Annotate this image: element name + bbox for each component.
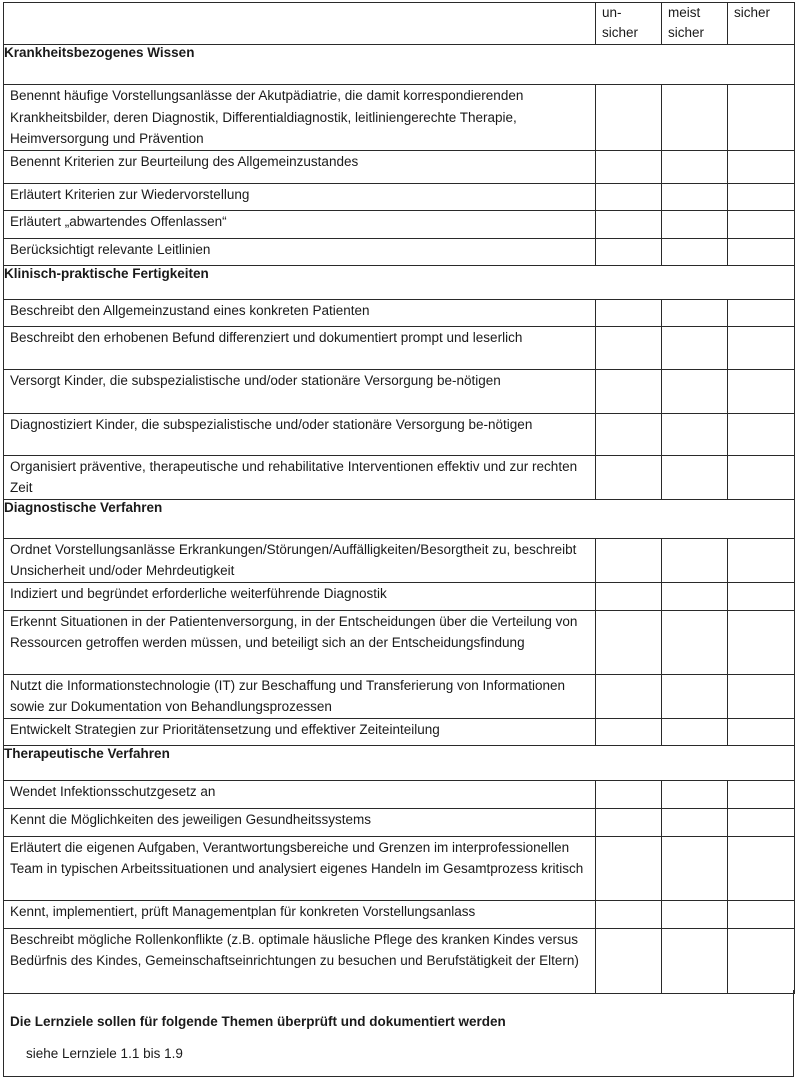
rating-unsicher-cell[interactable] — [596, 808, 662, 836]
competency-text: Diagnostiziert Kinder, die subspezialistische und/oder stationäre Versorgung be-nötigen — [4, 413, 596, 455]
competency-row — [4, 299, 795, 326]
rating-unsicher-cell[interactable] — [596, 299, 662, 326]
rating-unsicher-cell[interactable] — [596, 85, 662, 151]
header-meist-sicher: meist sicher — [662, 3, 728, 45]
footer-title: Die Lernziele sollen für folgende Themen überprüft und dokumentiert werden — [10, 1014, 506, 1029]
competency-text: Ordnet Vorstellungsanlässe Erkrankungen/Störungen/Auffälligkeiten/Besorgtheit zu, beschreibt Unsicherheit und/oder Mehrdeutigkeit — [4, 538, 596, 582]
section-title: Krankheitsbezogenes Wissen — [4, 45, 795, 85]
rating-unsicher-cell[interactable] — [596, 210, 662, 238]
competency-text: Beschreibt mögliche Rollenkonflikte (z.B. optimale häusliche Pflege des kranken Kindes versus Bedürfnis des Kindes, Gemeinschaftseinrichtungen zu besuchen und Berufstätigkeit der Eltern) — [4, 928, 596, 993]
rating-unsicher-cell[interactable] — [596, 413, 662, 455]
rating-meist-sicher-cell[interactable] — [662, 808, 728, 836]
rating-meist-sicher-cell[interactable] — [662, 900, 728, 928]
rating-unsicher-cell[interactable] — [596, 582, 662, 610]
competency-text: Organisiert präventive, therapeutische und rehabilitative Interventionen effektiv und zur rechten Zeit — [4, 455, 596, 499]
rating-sicher-cell[interactable] — [728, 326, 795, 369]
rating-meist-sicher-cell[interactable] — [662, 582, 728, 610]
rating-meist-sicher-cell[interactable] — [662, 369, 728, 413]
competency-row — [4, 808, 795, 836]
rating-sicher-cell[interactable] — [728, 928, 795, 993]
rating-sicher-cell[interactable] — [728, 808, 795, 836]
competency-row — [4, 369, 795, 413]
rating-sicher-cell[interactable] — [728, 183, 795, 210]
rating-sicher-cell[interactable] — [728, 836, 795, 900]
competency-text: Erläutert „abwartendes Offenlassen“ — [4, 210, 596, 238]
header-unsicher: un- sicher — [596, 3, 662, 45]
competency-text: Beschreibt den Allgemeinzustand eines konkreten Patienten — [4, 299, 596, 326]
rating-meist-sicher-cell[interactable] — [662, 238, 728, 265]
header-row — [4, 3, 795, 45]
rating-unsicher-cell[interactable] — [596, 150, 662, 183]
rating-meist-sicher-cell[interactable] — [662, 718, 728, 745]
rating-meist-sicher-cell[interactable] — [662, 928, 728, 993]
competency-row — [4, 183, 795, 210]
section-title: Therapeutische Verfahren — [4, 745, 795, 780]
rating-sicher-cell[interactable] — [728, 718, 795, 745]
section-header-row — [4, 45, 795, 85]
competency-row — [4, 85, 795, 151]
rating-meist-sicher-cell[interactable] — [662, 780, 728, 808]
rating-unsicher-cell[interactable] — [596, 326, 662, 369]
competency-text: Kennt die Möglichkeiten des jeweiligen Gesundheitssystems — [4, 808, 596, 836]
rating-sicher-cell[interactable] — [728, 150, 795, 183]
competency-row — [4, 238, 795, 265]
competency-row — [4, 582, 795, 610]
rating-sicher-cell[interactable] — [728, 299, 795, 326]
competency-row — [4, 210, 795, 238]
section-title: Klinisch-praktische Fertigkeiten — [4, 265, 795, 299]
rating-unsicher-cell[interactable] — [596, 928, 662, 993]
competency-row — [4, 718, 795, 745]
competency-text: Kennt, implementiert, prüft Managementplan für konkreten Vorstellungsanlass — [4, 900, 596, 928]
rating-sicher-cell[interactable] — [728, 455, 795, 499]
rating-meist-sicher-cell[interactable] — [662, 150, 728, 183]
competency-text: Berücksichtigt relevante Leitlinien — [4, 238, 596, 265]
competency-row — [4, 836, 795, 900]
rating-meist-sicher-cell[interactable] — [662, 674, 728, 718]
competency-text: Indiziert und begründet erforderliche weiterführende Diagnostik — [4, 582, 596, 610]
competency-row — [4, 780, 795, 808]
rating-meist-sicher-cell[interactable] — [662, 455, 728, 499]
section-header-row — [4, 745, 795, 780]
rating-unsicher-cell[interactable] — [596, 369, 662, 413]
rating-meist-sicher-cell[interactable] — [662, 326, 728, 369]
section-header-row — [4, 499, 795, 538]
competency-text: Versorgt Kinder, die subspezialistische und/oder stationäre Versorgung be-nötigen — [4, 369, 596, 413]
competency-text: Erläutert Kriterien zur Wiedervorstellung — [4, 183, 596, 210]
footer-note: siehe Lernziele 1.1 bis 1.9 — [26, 1046, 183, 1061]
rating-unsicher-cell[interactable] — [596, 718, 662, 745]
rating-unsicher-cell[interactable] — [596, 900, 662, 928]
competency-rating-table — [3, 2, 795, 994]
competency-row — [4, 326, 795, 369]
rating-meist-sicher-cell[interactable] — [662, 183, 728, 210]
competency-text: Erkennt Situationen in der Patientenversorgung, in der Entscheidungen über die Verteilung von Ressourcen getroffen werden müssen, und beteiligt sich an der Entscheidungsfindung — [4, 610, 596, 674]
rating-meist-sicher-cell[interactable] — [662, 836, 728, 900]
competency-row — [4, 538, 795, 582]
rating-sicher-cell[interactable] — [728, 85, 795, 151]
competency-text: Benennt Kriterien zur Beurteilung des Allgemeinzustandes — [4, 150, 596, 183]
rating-unsicher-cell[interactable] — [596, 183, 662, 210]
competency-text: Erläutert die eigenen Aufgaben, Verantwortungsbereiche und Grenzen im interprofessionellen Team in typischen Arbeitssituationen und analysiert eigenes Handeln im Gesamtprozess kritisch — [4, 836, 596, 900]
footer-box — [3, 990, 794, 1077]
header-blank-cell — [4, 3, 596, 45]
rating-meist-sicher-cell[interactable] — [662, 610, 728, 674]
rating-unsicher-cell[interactable] — [596, 780, 662, 808]
competency-text: Wendet Infektionsschutzgesetz an — [4, 780, 596, 808]
rating-meist-sicher-cell[interactable] — [662, 299, 728, 326]
rating-sicher-cell[interactable] — [728, 610, 795, 674]
rating-sicher-cell[interactable] — [728, 210, 795, 238]
section-header-row — [4, 265, 795, 299]
rating-meist-sicher-cell[interactable] — [662, 413, 728, 455]
rating-sicher-cell[interactable] — [728, 582, 795, 610]
rating-sicher-cell[interactable] — [728, 413, 795, 455]
rating-unsicher-cell[interactable] — [596, 455, 662, 499]
competency-row — [4, 455, 795, 499]
competency-row — [4, 150, 795, 183]
competency-row — [4, 610, 795, 674]
rating-sicher-cell[interactable] — [728, 238, 795, 265]
rating-sicher-cell[interactable] — [728, 538, 795, 582]
rating-meist-sicher-cell[interactable] — [662, 210, 728, 238]
rating-unsicher-cell[interactable] — [596, 674, 662, 718]
rating-sicher-cell[interactable] — [728, 900, 795, 928]
rating-unsicher-cell[interactable] — [596, 538, 662, 582]
competency-row — [4, 928, 795, 993]
competency-row — [4, 900, 795, 928]
competency-row — [4, 413, 795, 455]
rating-meist-sicher-cell[interactable] — [662, 85, 728, 151]
rating-sicher-cell[interactable] — [728, 674, 795, 718]
competency-text: Benennt häufige Vorstellungsanlässe der Akutpädiatrie, die damit korrespondierenden Krankheitsbilder, deren Diagnostik, Differentialdiagnostik, leitliniengerechte Therapie, Heimversorgung und Prävention — [4, 85, 596, 151]
rating-meist-sicher-cell[interactable] — [662, 538, 728, 582]
competency-text: Nutzt die Informationstechnologie (IT) zur Beschaffung und Transferierung von Informationen sowie zur Dokumentation von Behandlungsprozessen — [4, 674, 596, 718]
rating-sicher-cell[interactable] — [728, 780, 795, 808]
rating-unsicher-cell[interactable] — [596, 610, 662, 674]
rating-unsicher-cell[interactable] — [596, 238, 662, 265]
rating-unsicher-cell[interactable] — [596, 836, 662, 900]
section-title: Diagnostische Verfahren — [4, 499, 795, 538]
competency-text: Beschreibt den erhobenen Befund differenziert und dokumentiert prompt und leserlich — [4, 326, 596, 369]
header-sicher: sicher — [728, 3, 795, 45]
rating-sicher-cell[interactable] — [728, 369, 795, 413]
competency-row — [4, 674, 795, 718]
competency-text: Entwickelt Strategien zur Prioritätensetzung und effektiver Zeiteinteilung — [4, 718, 596, 745]
